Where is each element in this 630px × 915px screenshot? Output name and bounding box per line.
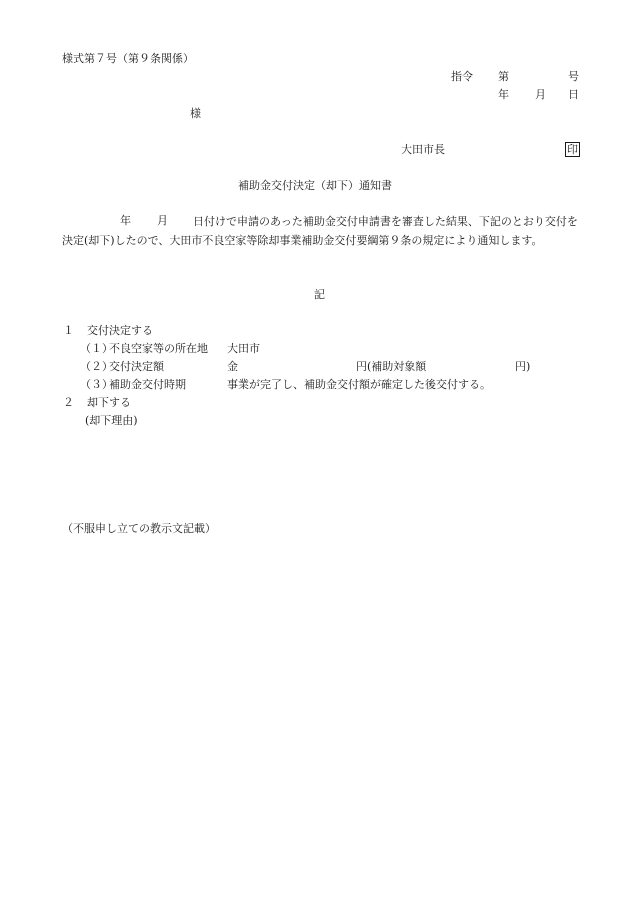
rejection-reason-label: (却下理由) — [85, 414, 138, 427]
item3-label: 補助金交付時期 — [109, 378, 186, 391]
number-suffix: 号 — [568, 70, 579, 83]
section2-heading: 却下する — [87, 396, 131, 409]
document-title: 補助金交付決定（却下）通知書 — [238, 179, 392, 192]
date-month: 月 — [535, 88, 546, 101]
item1-value: 大田市 — [227, 342, 260, 355]
body-year: 年 — [120, 214, 131, 227]
item1-number: （１） — [80, 342, 113, 355]
item1-label: 不良空家等の所在地 — [109, 342, 208, 355]
body-paragraph: 日付けで申請のあった補助金交付申請書を審査した結果、下記のとおり交付を決定(却下)したので、大田市不良空家等除却事業補助金交付要綱第９条の規定により通知します。 — [62, 215, 578, 247]
item3-number: （３） — [80, 378, 113, 391]
seal-mark: 印 — [567, 143, 578, 156]
body-month: 月 — [157, 214, 168, 227]
item2-value-unit: 円(補助対象額 — [356, 360, 427, 373]
form-number: 様式第７号（第９条関係） — [62, 52, 194, 65]
addressee-honorific: 様 — [190, 107, 201, 120]
order-label: 指令 — [451, 70, 473, 83]
section2-number: ２ — [63, 396, 74, 409]
item2-label: 交付決定額 — [109, 360, 164, 373]
issuer-name: 大田市長 — [401, 143, 445, 156]
section1-number: １ — [63, 324, 74, 337]
item3-value: 事業が完了し、補助金交付額が確定した後交付する。 — [227, 378, 491, 391]
section1-heading: 交付決定する — [87, 324, 153, 337]
item2-value-prefix: 金 — [227, 360, 238, 373]
date-year: 年 — [498, 88, 509, 101]
item2-number: （２） — [80, 360, 113, 373]
item2-value-close: 円) — [515, 360, 531, 373]
appeal-note: （不服申し立ての教示文記載） — [62, 522, 216, 535]
number-prefix: 第 — [498, 70, 509, 83]
date-day: 日 — [568, 88, 579, 101]
ki-heading: 記 — [314, 288, 325, 301]
